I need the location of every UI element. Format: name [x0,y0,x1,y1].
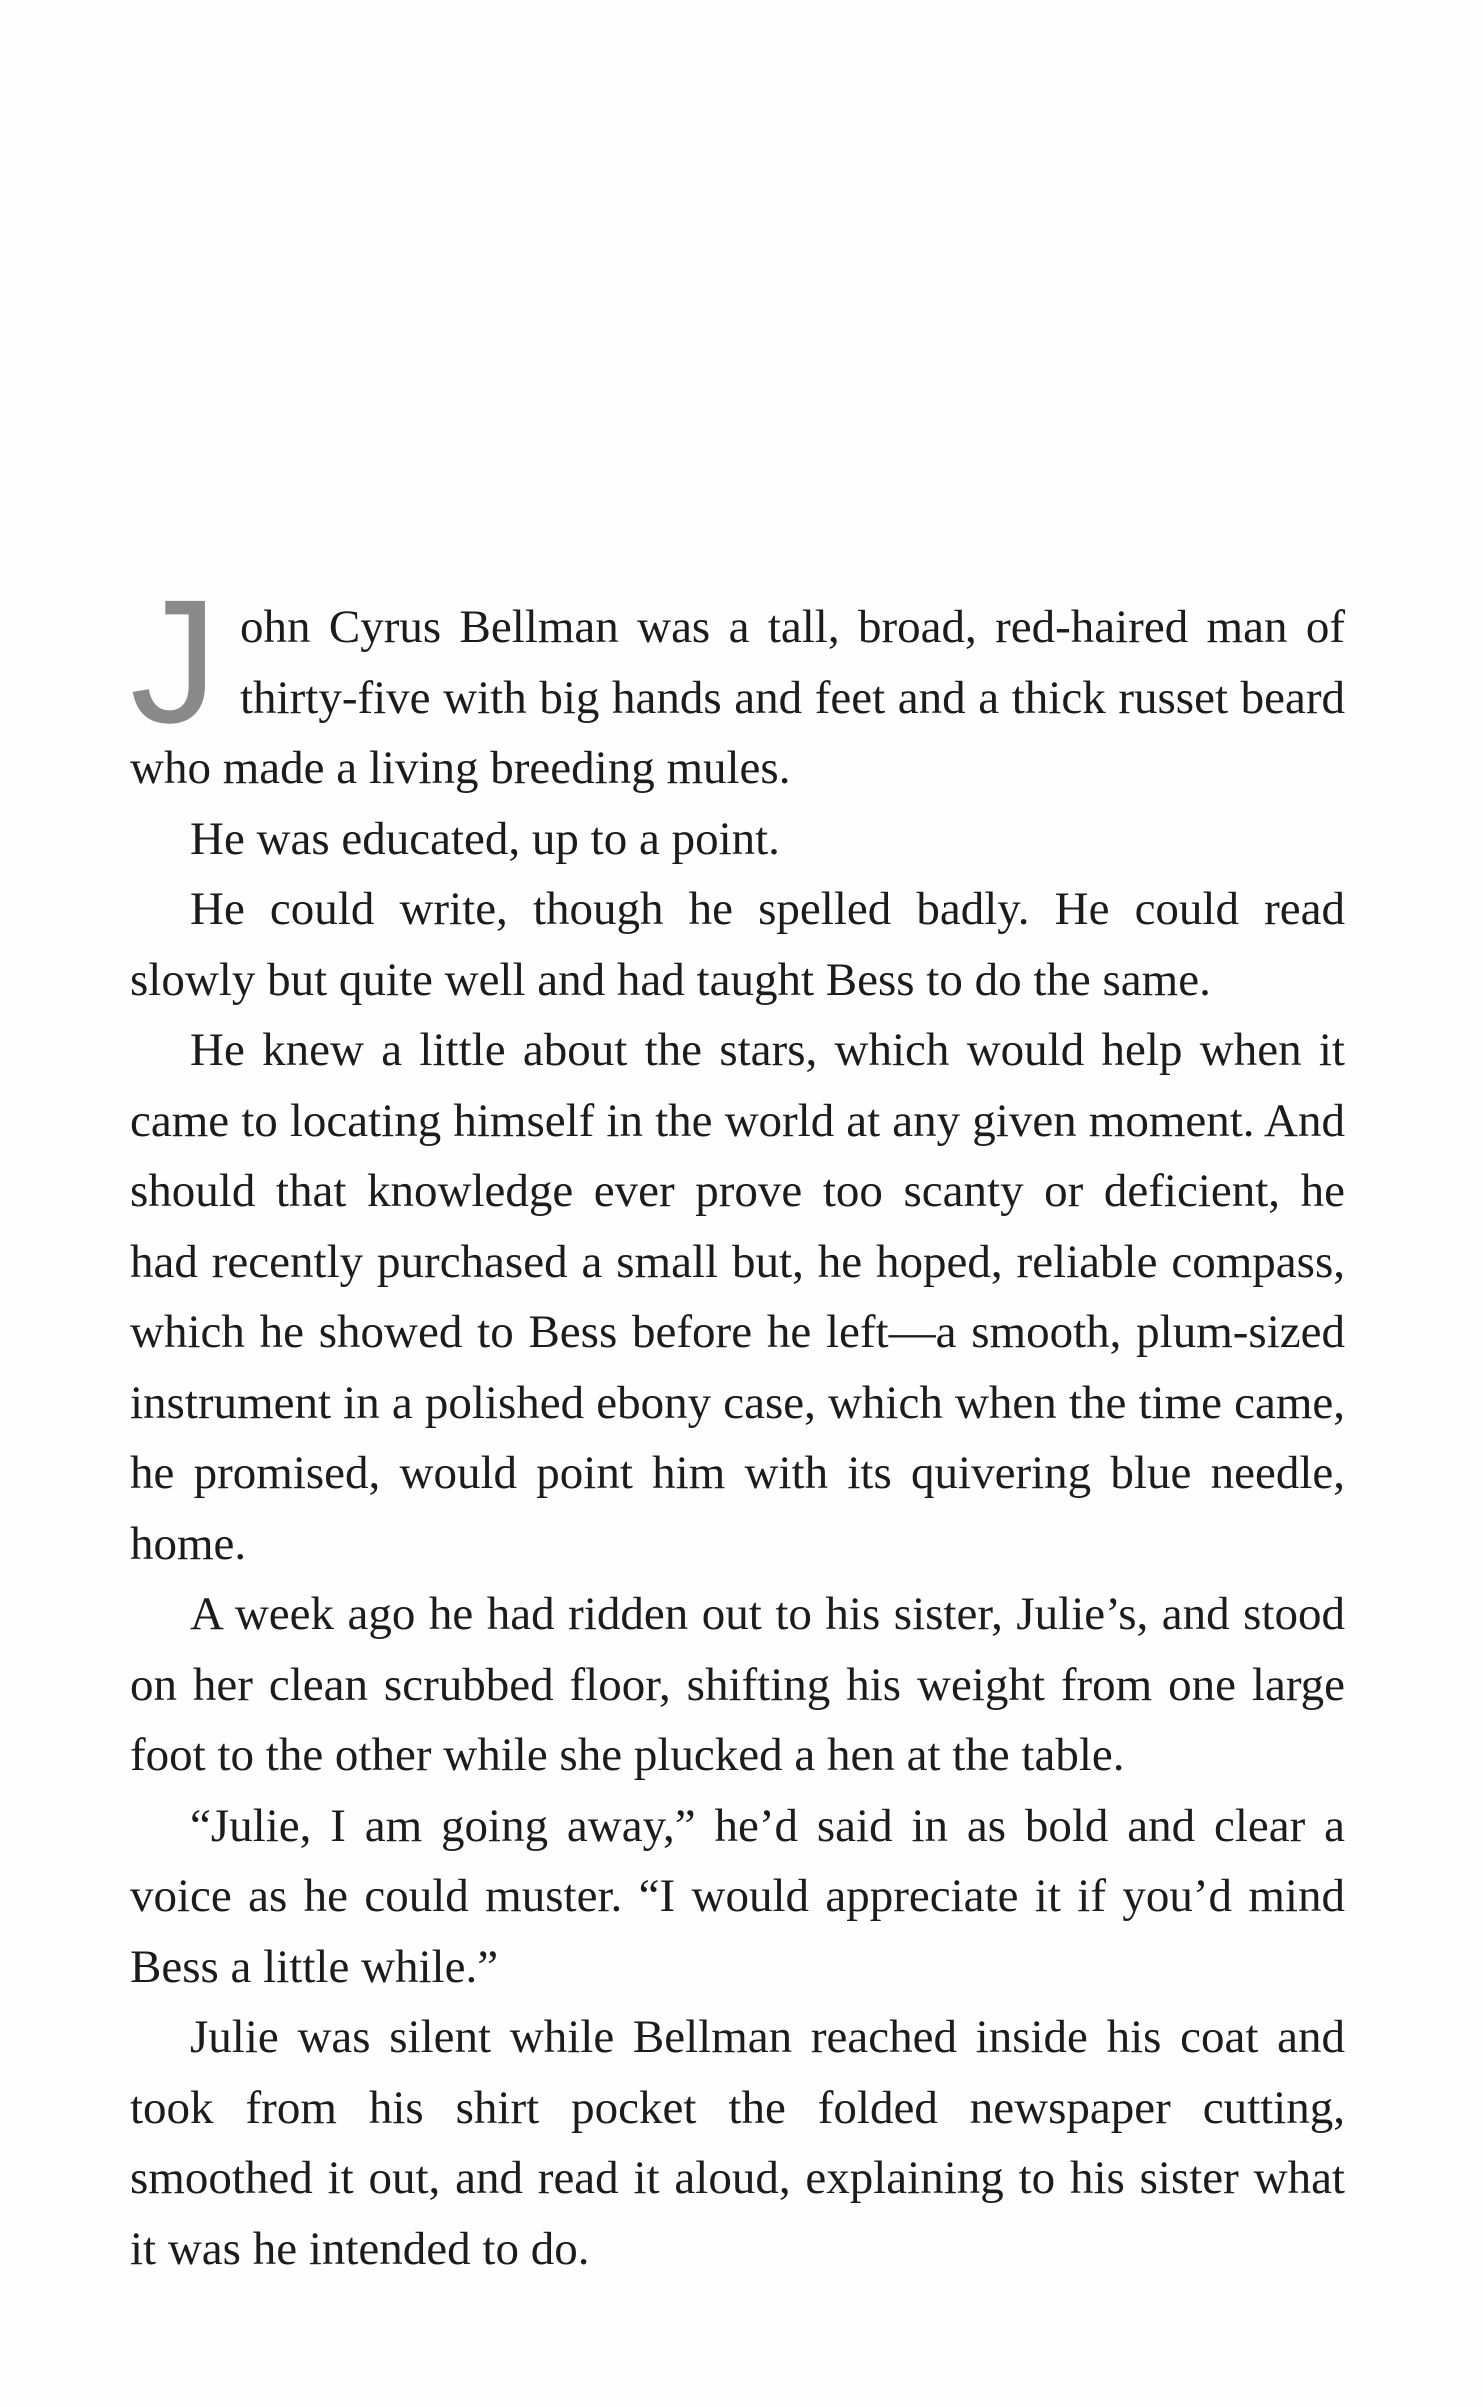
paragraph-1-text: ohn Cyrus Bellman was a tall, broad, red-haired man of thirty-five with big hands and feet and a thick russet beard who made a living breeding mules. [130,601,1345,794]
paragraph-7: Julie was silent while Bellman reached inside his coat and took from his shirt pocket the folded newspaper cutting, smoothed it out, and read it aloud, explaining to his sister what it was he intended to do. [130,2011,1345,2275]
story-text [130,564,1345,2284]
paragraph-3: He could write, though he spelled badly. He could read slowly but quite well and had taught Bess to do the same. [130,883,1345,1006]
paragraph-2: He was educated, up to a point. [190,812,780,865]
drop-cap: J [130,564,218,760]
paragraph-5: A week ago he had ridden out to his sister, Julie’s, and stood on her clean scrubbed floor, shifting his weight from one large foot to the other while she plucked a hen at the table. [130,1588,1345,1781]
paragraph-4: He knew a little about the stars, which would help when it came to locating himself in the world at any given moment. And should that knowledge ever prove too scanty or deficient, he had recently purchased a small but, he hoped, reliable compass, which he showed to Bess before he left—a smooth, plum-sized instrument in a polished ebony case, which when the time came, he promised, would point him with its quivering blue needle, home. [130,1024,1345,1570]
paragraph-6: “Julie, I am going away,” he’d said in as bold and clear a voice as he could muster. “I would appreciate it if you’d mind Bess a little while.” [130,1799,1345,1993]
paragraph-1 [130,564,1345,804]
